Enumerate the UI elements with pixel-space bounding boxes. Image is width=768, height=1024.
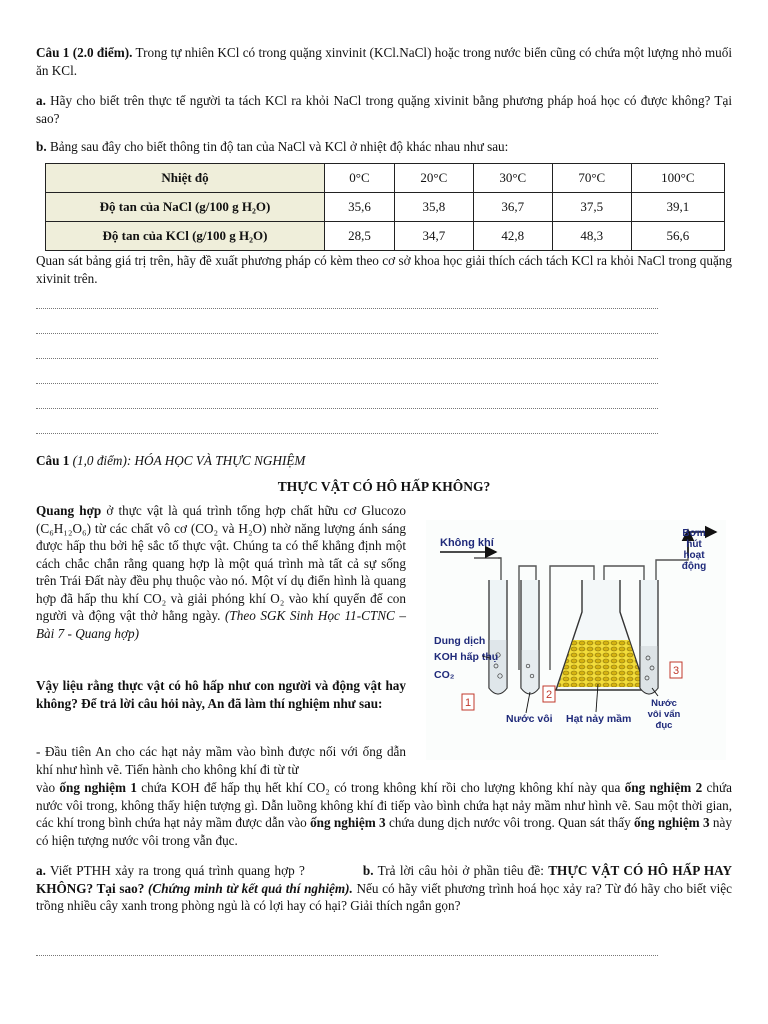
test-tube-1 xyxy=(489,580,507,694)
label-pump: Bơm xyxy=(682,528,706,539)
answer-line xyxy=(36,408,658,409)
q2-b-text2: Nếu có hãy viết phương trình hoá học xảy ra? Từ đó hãy cho biết việc trồng nhiều cây xanh trong phòng ngủ là có lợi hay có hại? Giải thích ngắn gọn? xyxy=(36,880,732,914)
q2-p2-bold: Vậy liệu rằng thực vật có hô hấp như con người và động vật hay không? Để trả lời câu hỏi này, An đã làm thí nghiệm như sau: xyxy=(36,678,406,711)
label-cloudy: Nước xyxy=(651,698,677,709)
table-cell: 70°C xyxy=(552,164,631,193)
table-cell: 35,6 xyxy=(325,193,395,222)
q1-observe: Quan sát bảng giá trị trên, hãy đề xuất phương pháp có kèm theo cơ sở khoa học giải thích cách tách KCl ra khỏi NaCl trong quặng xivinit trên. xyxy=(36,253,732,286)
table-row xyxy=(46,164,725,193)
q2-p3-text: chứa dung dịch nước vôi trong. Quan sát thấy xyxy=(385,815,635,831)
answer-line xyxy=(36,308,658,309)
q2-paragraph-question xyxy=(36,677,406,712)
q2-p3-bold: ống nghiệm 2 xyxy=(624,780,703,795)
label-koh: Dung dịch xyxy=(434,635,486,647)
q1-b-label: b. xyxy=(36,139,47,154)
q2-questions xyxy=(36,862,732,915)
q1-b-text: Bảng sau đây cho biết thông tin độ tan của NaCl và KCl ở nhiệt độ khác nhau như sau: xyxy=(46,139,509,154)
q2-p3-bold: ống nghiệm 3 xyxy=(634,815,710,831)
q2-p3-text: vào xyxy=(36,780,60,795)
table-cell: 28,5 xyxy=(325,222,395,251)
q2-p3-bold: ống nghiệm 3 xyxy=(310,815,386,831)
label-pump: hút xyxy=(686,539,702,550)
q2-heading xyxy=(36,452,732,470)
label-cloudy: đục xyxy=(655,720,673,731)
solubility-table xyxy=(45,163,725,251)
q2-paragraph-photosynthesis xyxy=(36,502,406,642)
test-tube-3 xyxy=(640,580,658,694)
answer-line xyxy=(36,333,658,334)
table-cell: 37,5 xyxy=(552,193,631,222)
q1-heading: Câu 1 (2.0 điểm). xyxy=(36,45,133,60)
label-cloudy: vôi vẩn xyxy=(647,709,681,720)
q2-paragraph-experiment-start: - Đầu tiên An cho các hạt nảy mầm vào bình được nối với ống dẫn khí như hình vẽ. Tiến hành cho không khí đi từ từ xyxy=(36,744,406,777)
answer-line xyxy=(36,955,658,956)
q2-p1-cite: (Theo SGK Sinh Học 11-CTNC – Bài 7 - Quang hợp) xyxy=(36,608,406,641)
table-cell: 30°C xyxy=(473,164,552,193)
table-cell: 0°C xyxy=(325,164,395,193)
q2-a-text: Viết PTHH xảy ra trong quá trình quang hợp ? xyxy=(45,863,305,878)
table-cell: 35,8 xyxy=(394,193,473,222)
table-cell: 36,7 xyxy=(473,193,552,222)
q2-p3-text: chứa nước vôi trong, không thấy hiện tượng gì. Dẫn luồng không khí đi tiếp vào bình chứa hạt nảy mầm như hình vẽ. Sau một thời gian, các khí trong bình chứa hạt nảy mầm được dẫn vào xyxy=(36,780,732,831)
q1-intro-text: Trong tự nhiên KCl có trong quặng xinvinit (KCl.NaCl) hoặc trong nước biển cũng có chứa một lượng nhỏ muối ăn KCl. xyxy=(36,45,732,78)
table-header-cell: Độ tan của KCl (g/100 g H₂O) xyxy=(46,222,325,251)
table-cell: 56,6 xyxy=(631,222,724,251)
table-cell: 34,7 xyxy=(394,222,473,251)
label-air: Không khí xyxy=(440,537,494,549)
label-seeds: Hạt nảy mầm xyxy=(566,713,632,725)
label-koh: KOH hấp thụ xyxy=(434,651,499,663)
answer-line xyxy=(36,433,658,434)
answer-line xyxy=(36,358,658,359)
q2-p1-bold: Quang hợp xyxy=(36,503,102,518)
q1-a-text: Hãy cho biết trên thực tế người ta tách KCl ra khỏi NaCl trong quặng xivinit bằng phương pháp hoá học có được không? Tại sao? xyxy=(36,93,732,126)
table-row xyxy=(46,222,725,251)
table-header-cell: Độ tan của NaCl (g/100 g H₂O) xyxy=(46,193,325,222)
q2-title: THỰC VẬT CÓ HÔ HẤP KHÔNG? xyxy=(277,479,491,494)
q2-b-text: Trả lời câu hỏi ở phần tiêu đề: xyxy=(373,863,549,878)
label-pump: động xyxy=(681,561,707,572)
q2-b-bold: THỰC VẬT CÓ HÔ HẤP HAY KHÔNG? Tại sao? xyxy=(36,863,732,896)
q2-heading-label: Câu 1 xyxy=(36,453,70,468)
label-pump: hoạt xyxy=(683,550,705,561)
label-koh: CO₂ xyxy=(434,669,455,681)
q1-part-a xyxy=(36,92,732,127)
experiment-diagram xyxy=(426,520,726,760)
q1-part-b xyxy=(36,138,732,156)
answer-line xyxy=(36,383,658,384)
q2-heading-italic: (1,0 điểm): HÓA HỌC VÀ THỰC NGHIỆM xyxy=(69,453,306,468)
q1-a-label: a. xyxy=(36,93,46,108)
q2-p3-bold: ống nghiệm 1 xyxy=(59,780,137,795)
table-cell: 48,3 xyxy=(552,222,631,251)
table-cell: 20°C xyxy=(394,164,473,193)
tube-number-3: 3 xyxy=(672,665,680,677)
test-tube-2 xyxy=(521,580,539,694)
tube-number-2: 2 xyxy=(545,689,553,701)
q2-b-italic: (Chứng minh từ kết quả thí nghiệm). xyxy=(144,880,353,896)
table-cell: 100°C xyxy=(631,164,724,193)
table-cell: 42,8 xyxy=(473,222,552,251)
q1-intro xyxy=(36,44,732,79)
q2-p3-text: này có hiện tượng nước vôi trong vẫn đục. xyxy=(36,815,732,848)
q2-a-label: a. xyxy=(36,863,46,878)
q2-p1-text: ở thực vật là quá trình tổng hợp chất hữu cơ Glucozo (C₆H₁₂O₆) từ các chất vô cơ (CO₂ và H₂O) nhờ năng lượng ánh sáng được hấp thu bởi hệ sắc tố thực vật. Chúng ta có thể khẳng định một cách chắc chắn rằng quang hợp là một quá trình mà tất cả sự sống trên Trái Đất này đều phụ thuộc vào nó. Một ví dụ điển hình là quang hợp đã hấp thu khí CO₂ và giải phóng khí O₂ vào khí quyển để con người và động vật thở hằng ngày. xyxy=(36,503,406,624)
table-cell: 39,1 xyxy=(631,193,724,222)
label-limewater: Nước vôi xyxy=(506,713,553,725)
tube-number-1: 1 xyxy=(464,697,472,709)
table-row xyxy=(46,193,725,222)
q2-paragraph-experiment xyxy=(36,779,732,849)
q2-b-label: b. xyxy=(362,863,374,878)
q2-p3-text: chứa KOH để hấp thụ hết khí CO₂ có trong không khí rồi cho lượng không khí này qua xyxy=(136,780,625,795)
table-header-cell: Nhiệt độ xyxy=(46,164,325,193)
